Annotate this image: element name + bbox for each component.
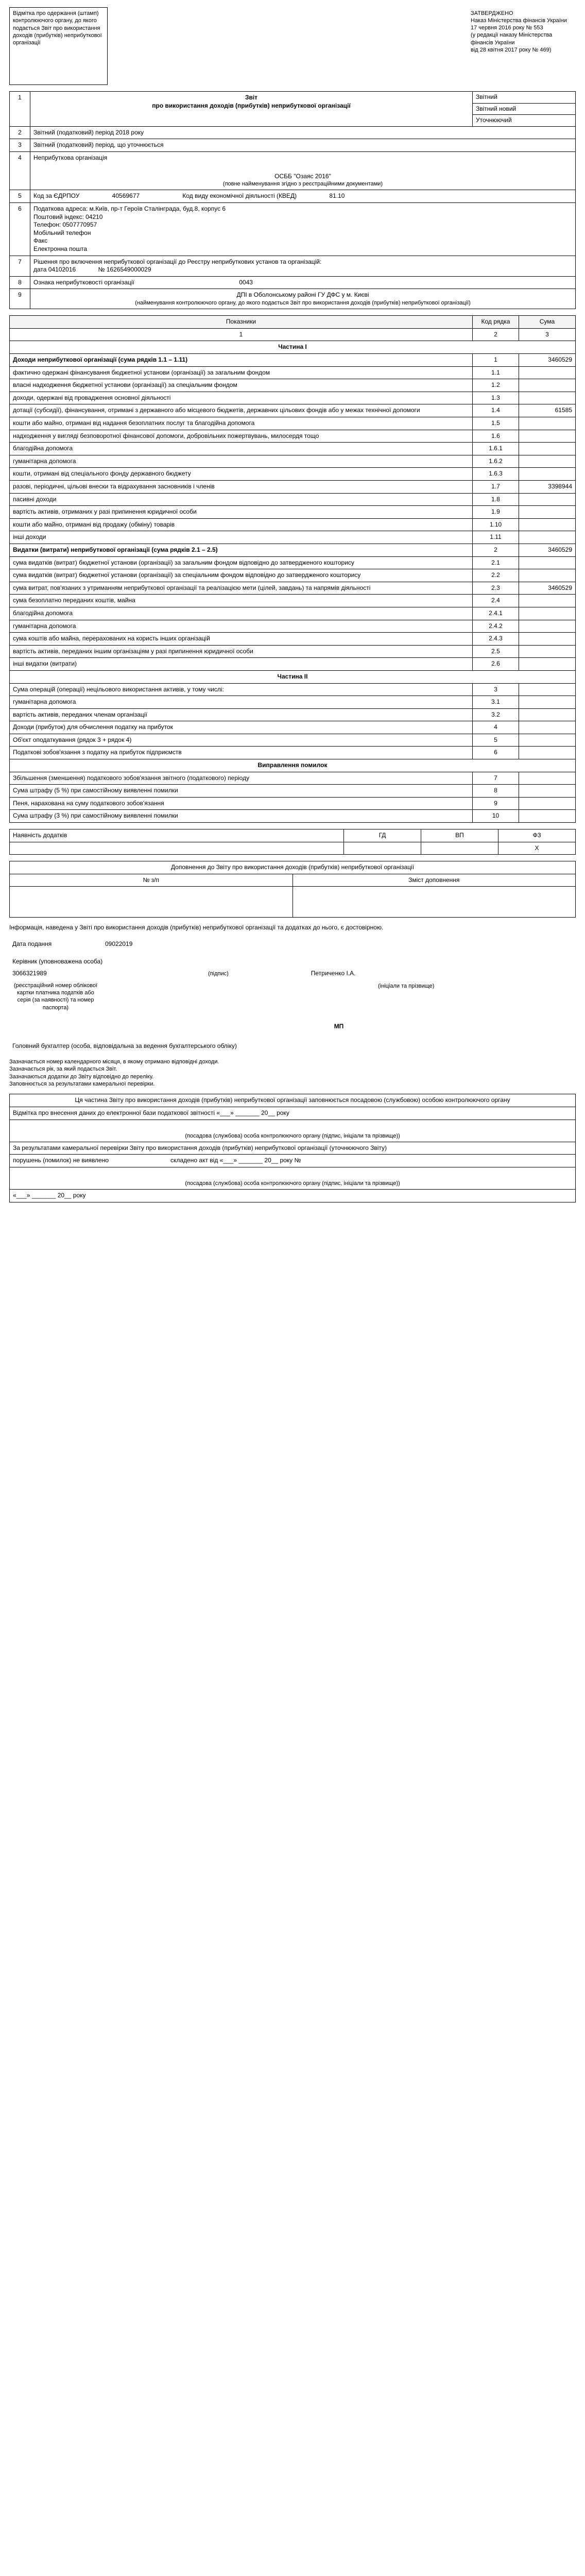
supplement-title: Доповнення до Звіту про використання доходів (прибутків) неприбуткової організації	[10, 861, 576, 874]
indicator-row	[10, 607, 576, 620]
indicator-code: 1.6	[473, 430, 519, 443]
col-code: Код рядка	[473, 316, 519, 329]
indicator-sum	[519, 810, 576, 823]
supplement-table: Доповнення до Звіту про використання доходів (прибутків) неприбуткової організації № з/п Зміст доповнення	[9, 861, 576, 918]
attachments-label: Наявність додатків	[10, 829, 344, 842]
indicator-text: доходи, одержані від провадження основної діяльності	[10, 392, 473, 404]
income-code: 0043	[239, 278, 253, 286]
indicator-code: 1.6.1	[473, 443, 519, 455]
email-label: Електронна пошта	[33, 245, 88, 253]
indicator-code: 1.6.2	[473, 455, 519, 468]
indicator-code: 10	[473, 810, 519, 823]
indicator-sum	[519, 633, 576, 646]
indicator-code: 3	[473, 683, 519, 696]
col-sum: Сума	[519, 316, 576, 329]
indicator-code: 1.3	[473, 392, 519, 404]
indicator-code: 1	[473, 354, 519, 367]
indicator-sum	[519, 366, 576, 379]
footnotes: Зазначається номер календарного місяця, в якому отримано відповідні доходи. Зазначається рік, за який подається Звіт. Зазначаються додатки до Звіту відповідно до переліку. Заповнюється за результатами камеральної перевірки.	[9, 1059, 219, 1088]
phone-label: Телефон	[33, 221, 59, 229]
indicator-text: вартість активів, отриманих у разі припинення юридичної особи	[10, 506, 473, 519]
indicator-row	[10, 518, 576, 531]
indicator-code: 2	[473, 544, 519, 556]
indicator-code: 2.4	[473, 595, 519, 607]
part-one-title: Частина І	[10, 341, 576, 354]
indicator-sum	[519, 721, 576, 734]
income-code-label: Ознака неприбутковості організації	[33, 278, 134, 286]
indicator-row	[10, 366, 576, 379]
indicator-code: 2.4.2	[473, 620, 519, 633]
indicator-text: Доходи (прибуток) для обчислення податку на прибуток	[10, 721, 473, 734]
indicator-text: фактично одержані фінансування бюджетної установи (організації) за загальним фондом	[10, 366, 473, 379]
indicator-row	[10, 404, 576, 417]
accuracy-statement: Інформація, наведена у Звіті про використання доходів (прибутків) неприбуткової організації та додатках до нього, є достовірною.	[9, 924, 384, 931]
indicator-sum	[519, 468, 576, 481]
indicator-row	[10, 696, 576, 709]
fixes-title: Виправлення помилок	[10, 759, 576, 772]
indicator-sum	[519, 392, 576, 404]
indicator-sum	[519, 493, 576, 506]
indicator-row	[10, 785, 576, 798]
kved-label: Код виду економічної діяльності (КВЕД)	[182, 192, 297, 200]
indicator-sum: 3460529	[519, 582, 576, 595]
decision-date: 04102016	[48, 266, 76, 274]
index-label: Поштовий індекс	[33, 213, 82, 221]
org-caption: (повне найменування згідно з реєстраційними документами)	[222, 181, 383, 188]
indicator-row	[10, 721, 576, 734]
indicator-code: 3.2	[473, 708, 519, 721]
indicator-text: інші видатки (витрати)	[10, 658, 473, 671]
indicator-sum	[519, 658, 576, 671]
indicator-code: 1.2	[473, 379, 519, 392]
indicator-row	[10, 797, 576, 810]
main-indicators-table: Показники Код рядка Сума 1 2 3 Частина І Доходи неприбуткової організації (сума рядків 1.1 – 1.11) 1 3460529 фактично одержані фінансування бюджетної установи (організації) за загальним фондом 1.1 власні надходження бюджетної установи (організації) за спеціальним фондом 1.2 доходи, одержані від провадження основної діяльності 1.3 дотації (субсидії), фінансування, отримані з державного або місцевого бюджетів, державних цільових фондів або у межах технічної допомоги 1.4 61585 кошти або майно, отримані від надання безоплатних послуг та благодійна допомога 1.5 надходження у вигляді безповоротної фінансової допомоги, добровільних пожертвувань, милосердя тощо 1.6 благодійна допомога 1.6.1 гуманітарна допомога 1.6.2 кошти, отримані від спеціального фонду державного бюджету 1.6.3 разові, періодичні, цільові внески та відрахування засновників і членів 1.7 3398944 пасивні доходи 1.8 вартість активів, отриманих у разі припинення юридичної особи 1.9 кошти або майно, отримані від продажу (обміну) товарів 1.10 інші доходи 1.11 Видатки (витрати) неприбуткової організації (сума рядків 2.1 – 2.5) 2 3460529 сума видатків (витрат) бюджетної установи (організації) за загальним фондом відповідно до затвердженого кошторису 2.1 сума видатків (витрат) бюджетної установи (організації) за спеціальним фондом відповідно до затвердженого кошторису 2.2 сума витрат, пов'язаних з утриманням неприбуткової організації та реалізацією мети (цілей, завдань) та напрямів діяльності 2.3 3460529 сума безоплатно переданих коштів, майна 2.4 благодійна допомога 2.4.1 гуманітарна допомога 2.4.2 сума коштів або майна, перерахованих на користь інших організацій 2.4.3 вартість активів, переданих іншим організаціям у разі припинення юридичної особи 2.5 інші видатки (витрати) 2.6 Частина ІІ Сума операцій (операції) нецільового використання активів, у тому числі: 3 гуманітарна допомога 3.1 вартість активів, переданих членам організації 3.2 Доходи (прибуток) для обчислення податку на прибуток 4 Об'єкт оподаткування (рядок 3 + рядок 4) 5 Податкові зобов'язання з податку на прибуток підприємств 6 Виправлення помилок Збільшення (зменшення) податкового зобов'язання звітного (податкового) періоду 7 Сума штрафу (5 %) при самостійному виявленні помилки 8 Пеня, нарахована на суму податкового зобов'язання 9 Сума штрафу (3 %) при самостійному виявленні помилки 10	[9, 315, 576, 823]
tax-office-block: Ця частина Звіту про використання доходів (прибутків) неприбуткової організації заповнюється посадовою (службовою) особою контролюючого органу Відмітка про внесення даних до електронної бази податкової звітності «___» _______ 20__ року (посадова (службова) особа контролюючого органу (підпис, ініціали та прізвище)) За результатами камеральної перевірки Звіту про використання доходів (прибутків) неприбуткової організації (уточнюючого Звіту) порушень (помилок) не виявлено складено акт від «___» _______ 20__ року № (посадова (службова) особа контролюючого органу (підпис, ініціали та прізвище)) «___» _______ 20__ року	[9, 1094, 576, 1202]
indicator-row	[10, 620, 576, 633]
indicator-code: 1.7	[473, 481, 519, 494]
indicator-text: сума видатків (витрат) бюджетної установи (організації) за загальним фондом відповідно до затвердженого кошторису	[10, 556, 473, 569]
indicator-text: Видатки (витрати) неприбуткової організації (сума рядків 2.1 – 2.5)	[10, 544, 473, 556]
indicator-sum	[519, 620, 576, 633]
decision-num-label: №	[98, 266, 105, 274]
indicator-code: 1.10	[473, 518, 519, 531]
indicator-text: сума безоплатно переданих коштів, майна	[10, 595, 473, 607]
attachment-mark: X	[498, 842, 576, 855]
indicator-code: 7	[473, 772, 519, 785]
indicator-row	[10, 354, 576, 367]
indicator-row	[10, 481, 576, 494]
indicator-sum: 3460529	[519, 544, 576, 556]
decision-label: Рішення про включення неприбуткової організації до Реєстру неприбуткових установ та організацій:	[33, 258, 322, 265]
indicator-code: 1.8	[473, 493, 519, 506]
decision-num: 1626549000029	[106, 266, 151, 274]
submission-date: 09022019	[105, 940, 133, 947]
indicator-sum	[519, 506, 576, 519]
indicator-code: 8	[473, 785, 519, 798]
indicator-text: гуманітарна допомога	[10, 620, 473, 633]
indicator-text: Пеня, нарахована на суму податкового зобов'язання	[10, 797, 473, 810]
indicator-code: 1.11	[473, 531, 519, 544]
indicator-row	[10, 544, 576, 556]
indicator-sum: 3398944	[519, 481, 576, 494]
head-name: Петриченко І.А.	[311, 970, 356, 977]
indicator-row	[10, 392, 576, 404]
indicator-text: кошти, отримані від спеціального фонду державного бюджету	[10, 468, 473, 481]
tax-office: ДПІ в Оболонському районі ГУ ДФС у м. Києві	[236, 291, 369, 299]
indicator-row	[10, 455, 576, 468]
indicator-sum	[519, 556, 576, 569]
indicator-row	[10, 493, 576, 506]
fax-label: Факс	[33, 237, 48, 245]
indicator-text: сума коштів або майна, перерахованих на користь інших організацій	[10, 633, 473, 646]
indicator-sum	[519, 430, 576, 443]
indicator-text: дотації (субсидії), фінансування, отримані з державного або місцевого бюджетів, державних цільових фондів або у межах технічної допомоги	[10, 404, 473, 417]
indicator-row	[10, 556, 576, 569]
address-label: Податкова адреса:	[33, 205, 88, 213]
indicator-code: 1.9	[473, 506, 519, 519]
indicator-row	[10, 633, 576, 646]
mobile-label: Мобільний телефон	[33, 229, 91, 236]
indicator-text: Доходи неприбуткової організації (сума рядків 1.1 – 1.11)	[10, 354, 473, 367]
indicator-row	[10, 417, 576, 430]
indicator-code: 3.1	[473, 696, 519, 709]
indicator-text: пасивні доходи	[10, 493, 473, 506]
indicator-sum	[519, 747, 576, 759]
indicator-text: Збільшення (зменшення) податкового зобов'язання звітного (податкового) періоду	[10, 772, 473, 785]
attachments-table: Наявність додатків ГД ВП Ф3 X	[9, 829, 576, 855]
indicator-row	[10, 569, 576, 582]
address-value: м.Київ, пр-т Героїв Сталінграда, буд.8, корпус 6	[89, 205, 226, 213]
indicator-text: Податкові зобов'язання з податку на прибуток підприємств	[10, 747, 473, 759]
indicator-row	[10, 810, 576, 823]
indicator-sum	[519, 531, 576, 544]
indicator-row	[10, 443, 576, 455]
indicator-code: 2.4.3	[473, 633, 519, 646]
indicator-sum	[519, 772, 576, 785]
indicator-text: кошти або майно, отримані від надання безоплатних послуг та благодійна допомога	[10, 417, 473, 430]
indicator-text: Об'єкт оподаткування (рядок 3 + рядок 4)	[10, 734, 473, 747]
indicator-text: благодійна допомога	[10, 443, 473, 455]
indicator-code: 2.2	[473, 569, 519, 582]
indicator-text: гуманітарна допомога	[10, 455, 473, 468]
receipt-stamp-box: Відмітка про одержання (штамп) контролюючого органу, до якого подається Звіт про використання доходів (прибутків) неприбуткової організації	[10, 8, 108, 85]
indicator-text: разові, періодичні, цільові внески та відрахування засновників і членів	[10, 481, 473, 494]
indicator-text: сума видатків (витрат) бюджетної установи (організації) за спеціальним фондом відповідно до затвердженого кошторису	[10, 569, 473, 582]
indicator-row	[10, 595, 576, 607]
indicator-code: 1.4	[473, 404, 519, 417]
indicator-sum	[519, 797, 576, 810]
type-clarifying: Уточнюючий	[476, 116, 512, 124]
indicator-row	[10, 772, 576, 785]
indicator-text: вартість активів, переданих іншим організаціям у разі припинення юридичної особи	[10, 645, 473, 658]
indicator-code: 5	[473, 734, 519, 747]
indicator-sum	[519, 696, 576, 709]
indicator-row	[10, 582, 576, 595]
indicator-sum	[519, 607, 576, 620]
decision-date-label: дата	[33, 266, 47, 274]
indicator-sum	[519, 417, 576, 430]
indicator-sum	[519, 455, 576, 468]
indicator-text: власні надходження бюджетної установи (організації) за спеціальним фондом	[10, 379, 473, 392]
indicator-sum	[519, 708, 576, 721]
part-two-title: Частина ІІ	[10, 670, 576, 683]
reporting-period: Звітний (податковий) період 2018 року	[30, 126, 576, 139]
indicator-code: 4	[473, 721, 519, 734]
indicator-sum	[519, 683, 576, 696]
indicator-code: 2.3	[473, 582, 519, 595]
org-name: ОСББ "Озаяс 2016"	[274, 172, 331, 180]
org-label: Неприбуткова організація	[33, 154, 108, 161]
indicator-row	[10, 645, 576, 658]
indicator-row	[10, 734, 576, 747]
type-regular: Звітний	[473, 92, 575, 104]
indicator-sum	[519, 518, 576, 531]
indicator-sum: 3460529	[519, 354, 576, 367]
indicator-code: 1.1	[473, 366, 519, 379]
indicator-row	[10, 430, 576, 443]
indicator-text: інші доходи	[10, 531, 473, 544]
head-id: 3066321989	[12, 970, 47, 977]
indicator-sum	[519, 734, 576, 747]
indicator-text: Сума штрафу (3 %) при самостійному виявленні помилки	[10, 810, 473, 823]
edrpou-value: 40569677	[112, 192, 140, 200]
kved-value: 81.10	[329, 192, 345, 200]
index-value: 04210	[85, 213, 103, 221]
indicator-text: надходження у вигляді безповоротної фінансової допомоги, добровільних пожертвувань, милосердя тощо	[10, 430, 473, 443]
indicator-row	[10, 531, 576, 544]
indicator-row	[10, 708, 576, 721]
indicator-code: 1.5	[473, 417, 519, 430]
tax-office-caption: (найменування контролюючого органу, до якого подається Звіт про використання доходів (прибутків) неприбуткової організації)	[135, 299, 471, 306]
indicator-code: 2.5	[473, 645, 519, 658]
stamp-place: МП	[334, 1022, 344, 1030]
col-indicators: Показники	[10, 316, 473, 329]
indicator-code: 6	[473, 747, 519, 759]
indicator-sum	[519, 569, 576, 582]
edrpou-label: Код за ЄДРПОУ	[33, 192, 80, 200]
indicator-sum	[519, 595, 576, 607]
indicator-code: 2.1	[473, 556, 519, 569]
type-new: Звітний новий	[473, 104, 575, 115]
indicator-row	[10, 683, 576, 696]
indicator-sum	[519, 379, 576, 392]
report-page	[0, 7, 585, 1202]
indicator-text: гуманітарна допомога	[10, 696, 473, 709]
header-block	[9, 7, 576, 85]
indicator-row	[10, 747, 576, 759]
indicator-code: 9	[473, 797, 519, 810]
indicator-code: 1.6.3	[473, 468, 519, 481]
indicator-text: кошти або майно, отримані від продажу (обміну) товарів	[10, 518, 473, 531]
title-table: 1 Звіт про використання доходів (прибутків) неприбуткової організації Звітний Звітний новий Уточнюючий 2 Звітний (податковий) період 2018 року 3 Звітний (податковий) період, що уточнюється 4 Неприбуткова організація ОСББ "Озаяс 2016" (повне найменування згідно з реєстраційними документами) 5 Код за ЄДРПОУ 40569677 Код виду економічної діяльності (КВЕД) 81.10 6 Податкова адреса: м.Київ, пр-т Героїв Сталінграда, буд.8, корпус 6 Поштовий індекс: 04210 Телефон: 0507770957 Мобільний телефон Факс Електронна пошта 7 Рішення про включення неприбуткової організації до Реєстру неприбуткових установ та організацій: дата 04102016 № 1626549000029 8 Ознака неприбутковості організації 0043 9 ДПІ в Оболонському районі ГУ ДФС у м. Києві (найменування контролюючого органу, до якого подається Звіт про використання доходів (прибутків) неприбуткової організації)	[9, 91, 576, 309]
indicator-row	[10, 658, 576, 671]
indicator-text: благодійна допомога	[10, 607, 473, 620]
indicator-text: сума витрат, пов'язаних з утриманням неприбуткової організації та реалізацією мети (цілей, завдань) та напрямів діяльності	[10, 582, 473, 595]
indicator-text: Сума штрафу (5 %) при самостійному виявленні помилки	[10, 785, 473, 798]
phone-value: 0507770957	[62, 221, 97, 229]
indicator-row	[10, 379, 576, 392]
indicator-sum: 61585	[519, 404, 576, 417]
indicator-text: Сума операцій (операції) нецільового використання активів, у тому числі:	[10, 683, 473, 696]
indicator-sum	[519, 785, 576, 798]
indicator-code: 2.4.1	[473, 607, 519, 620]
report-title: Звіт про використання доходів (прибутків) неприбуткової організації	[30, 92, 473, 127]
indicator-row	[10, 468, 576, 481]
indicator-sum	[519, 645, 576, 658]
clarified-period: Звітний (податковий) період, що уточнюється	[30, 139, 576, 152]
indicator-text: вартість активів, переданих членам організації	[10, 708, 473, 721]
indicator-code: 2.6	[473, 658, 519, 671]
indicator-sum	[519, 443, 576, 455]
signature-block: Дата подання 09022019 Керівник (уповноважена особа) 3066321989 (підпис) Петриченко І.А. (реєстраційний номер облікової картки платника податків або серія (за наявності) та номер паспорта) (ініціали та прізвище) МП Головний бухгалтер (особа, відповідальна за ведення бухгалтерського обліку)	[9, 938, 576, 1052]
approval-note: ЗАТВЕРДЖЕНО Наказ Міністерства фінансів України 17 червня 2016 року № 553 (у редакції наказу Міністерства фінансів України від 28 квітня 2017 року № 469)	[471, 10, 567, 53]
indicator-row	[10, 506, 576, 519]
